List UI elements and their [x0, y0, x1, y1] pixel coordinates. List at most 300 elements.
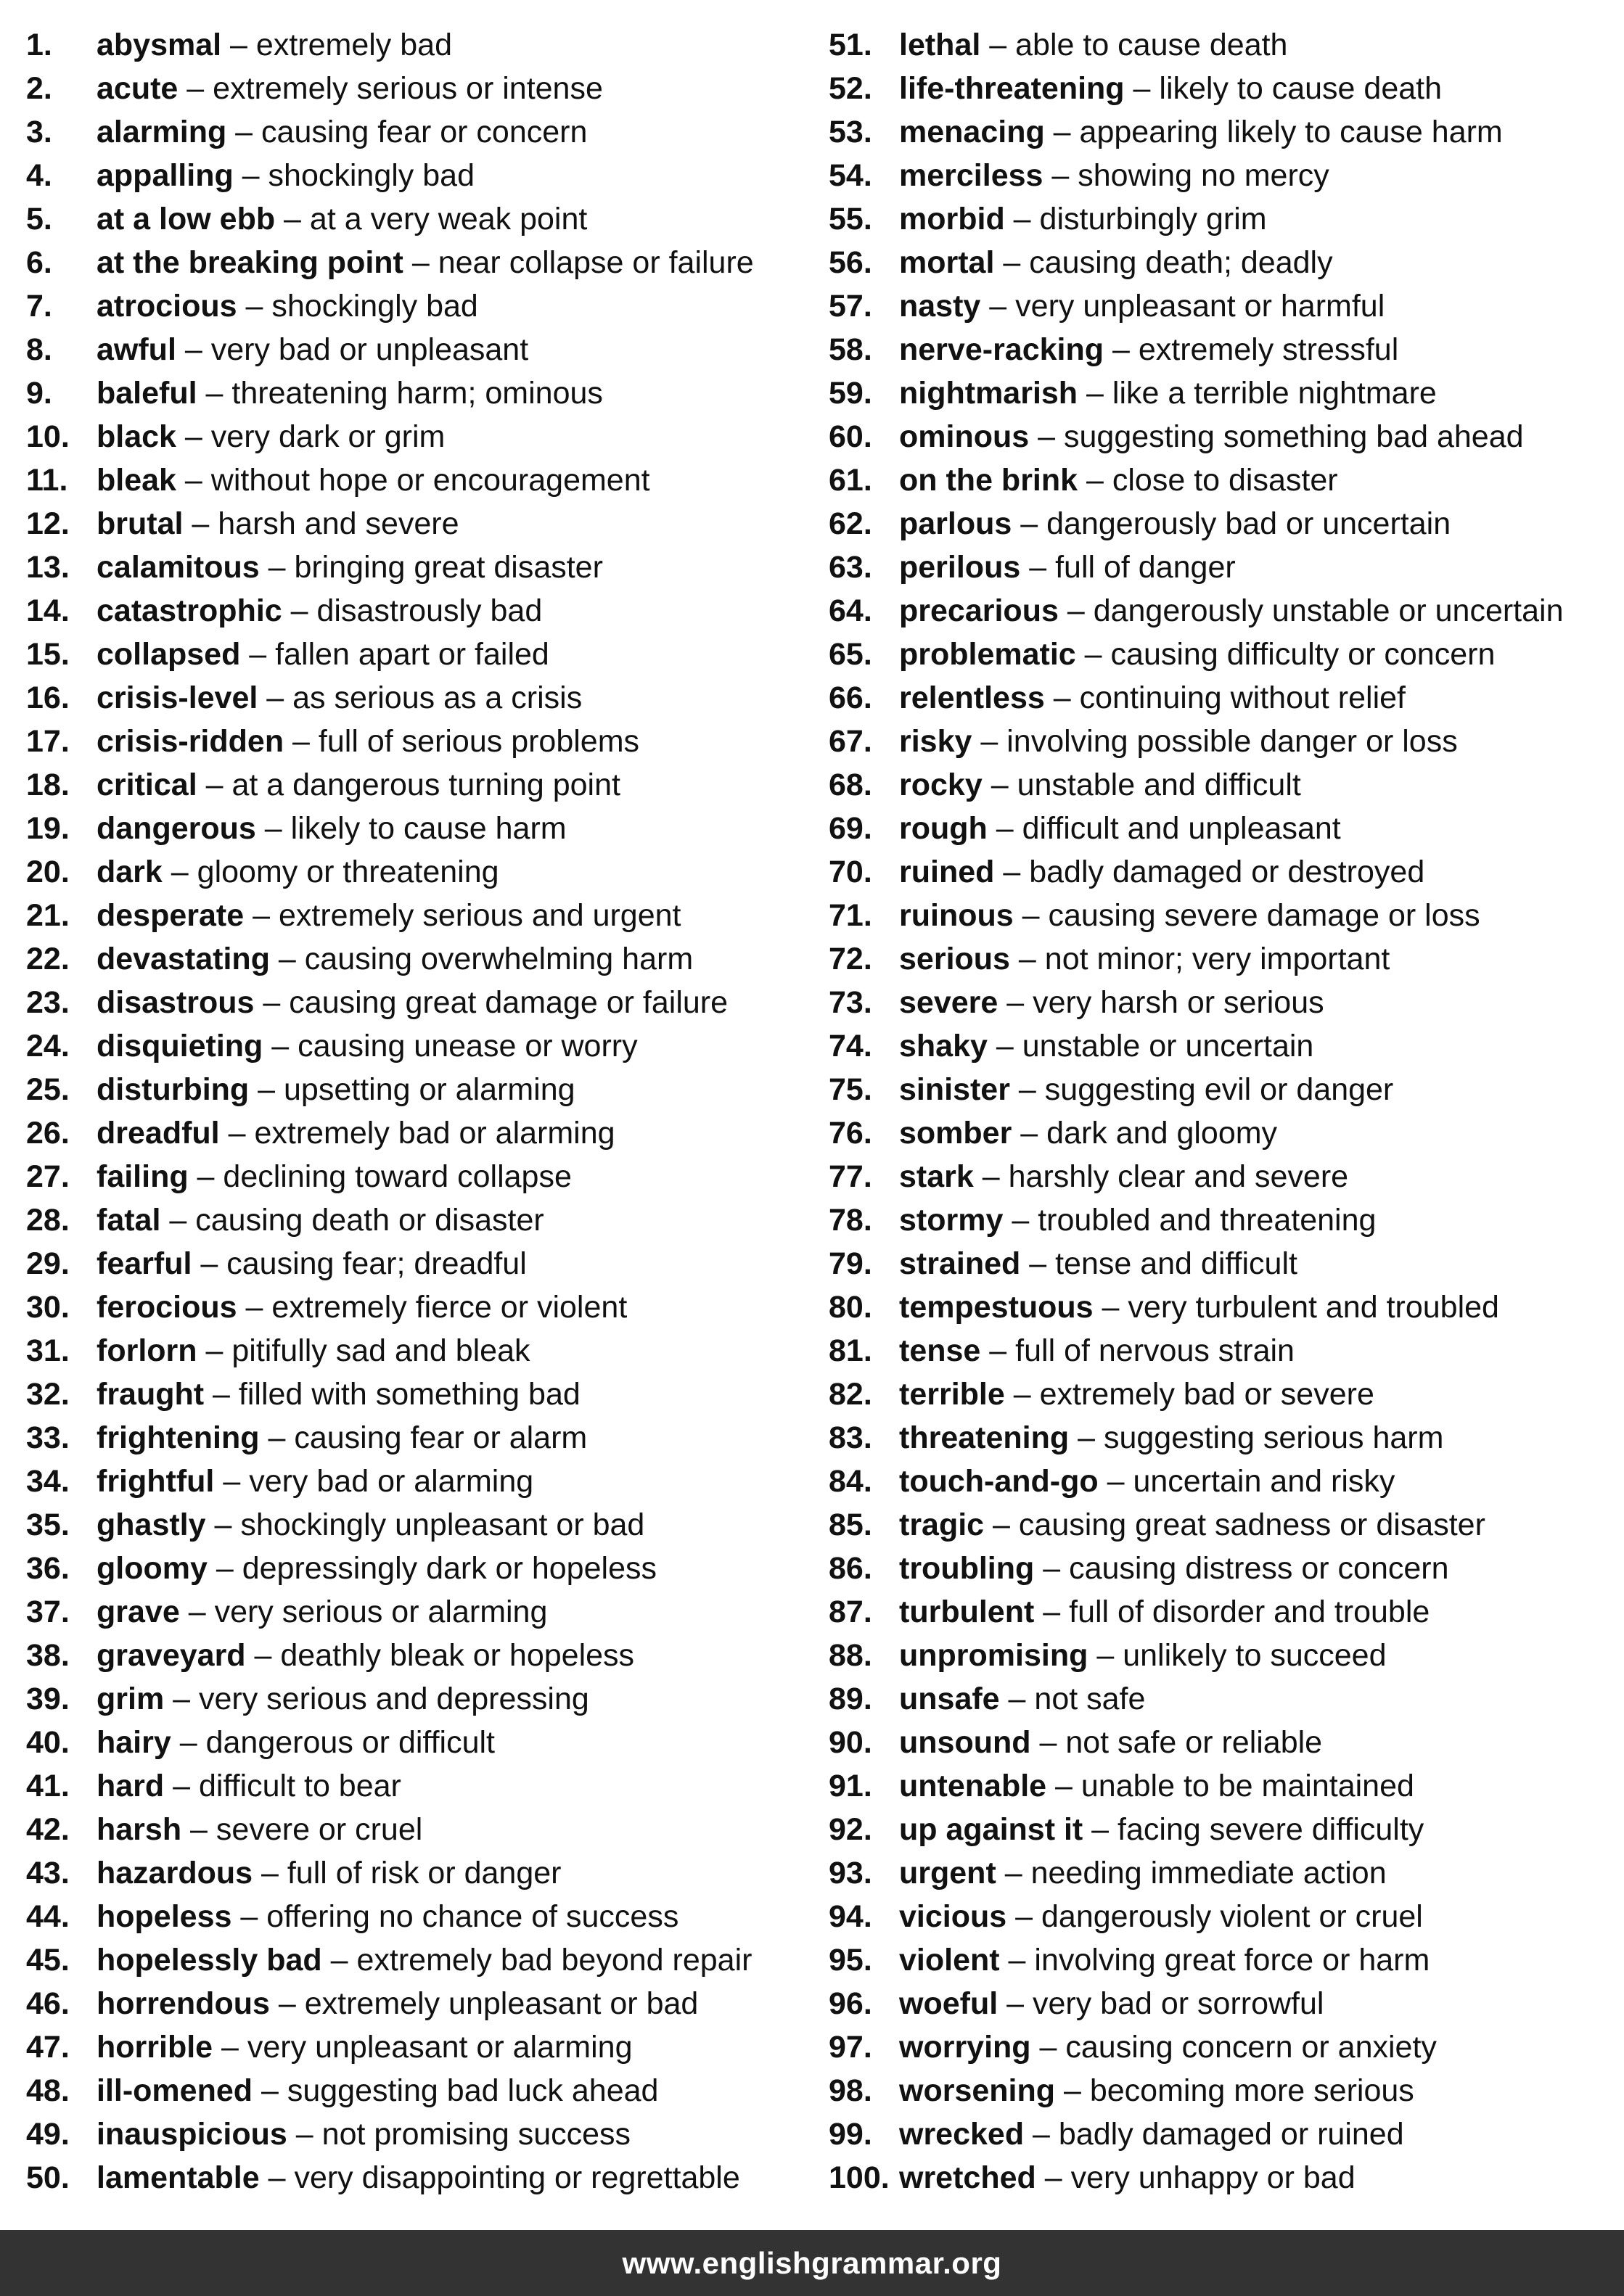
item-definition: causing death or disaster: [195, 1203, 544, 1238]
item-separator: –: [1078, 376, 1112, 411]
item-word: vicious: [899, 1899, 1007, 1934]
item-word: grim: [97, 1682, 165, 1716]
item-word: black: [97, 419, 176, 454]
list-item: [829, 1851, 1612, 1895]
item-number: 15.: [26, 637, 70, 672]
item-number: 35.: [26, 1507, 70, 1542]
item-word: troubling: [899, 1551, 1035, 1586]
item-separator: –: [1030, 2030, 1066, 2065]
item-word: awful: [97, 332, 176, 367]
item-word: strained: [899, 1246, 1021, 1281]
list-item: [26, 67, 795, 110]
item-word: horrible: [97, 2030, 213, 2065]
item-separator: –: [219, 1116, 255, 1151]
item-separator: –: [1034, 1551, 1070, 1586]
list-item: [26, 1677, 795, 1721]
list-item: [829, 415, 1612, 458]
item-number: 30.: [26, 1290, 70, 1325]
item-number: 85.: [829, 1507, 872, 1542]
item-separator: –: [164, 1682, 199, 1716]
item-number: 95.: [829, 1943, 872, 1978]
item-definition: unstable and difficult: [1017, 768, 1301, 802]
item-definition: causing distress or concern: [1069, 1551, 1449, 1586]
word-list-right-column: [829, 23, 1612, 2200]
item-separator: –: [183, 506, 218, 541]
item-word: precarious: [899, 593, 1059, 628]
item-separator: –: [1020, 550, 1056, 585]
item-number: 76.: [829, 1116, 872, 1151]
item-word: inauspicious: [97, 2117, 287, 2152]
list-item: [26, 1242, 795, 1285]
item-separator: –: [1020, 1246, 1056, 1281]
item-word: relentless: [899, 680, 1045, 715]
item-word: disquieting: [97, 1029, 263, 1063]
item-definition: showing no mercy: [1078, 158, 1329, 193]
item-word: somber: [899, 1116, 1012, 1151]
item-word: crisis-level: [97, 680, 258, 715]
item-separator: –: [321, 1943, 357, 1978]
list-item: [26, 807, 795, 850]
item-separator: –: [255, 811, 291, 846]
item-separator: –: [982, 768, 1017, 802]
item-word: ferocious: [97, 1290, 237, 1325]
item-definition: causing death; deadly: [1029, 245, 1333, 280]
item-definition: deathly bleak or hopeless: [280, 1638, 635, 1673]
item-definition: very bad or sorrowful: [1032, 1986, 1324, 2021]
item-word: abysmal: [97, 28, 222, 62]
item-number: 28.: [26, 1203, 70, 1238]
item-word: gloomy: [97, 1551, 208, 1586]
item-number: 73.: [829, 985, 872, 1020]
item-definition: causing great sadness or disaster: [1018, 1507, 1485, 1542]
item-separator: –: [259, 1420, 295, 1455]
item-separator: –: [1104, 332, 1139, 367]
list-item: [26, 328, 795, 371]
item-definition: extremely bad: [255, 28, 452, 62]
item-number: 77.: [829, 1159, 872, 1194]
item-definition: as serious as a crisis: [292, 680, 583, 715]
item-definition: able to cause death: [1015, 28, 1288, 62]
list-item: [829, 284, 1612, 328]
item-separator: –: [240, 637, 276, 672]
item-separator: –: [197, 1333, 232, 1368]
item-number: 18.: [26, 768, 70, 802]
list-item: [829, 894, 1612, 937]
item-separator: –: [263, 1029, 298, 1063]
item-definition: very serious and depressing: [199, 1682, 589, 1716]
item-word: critical: [97, 768, 197, 802]
item-separator: –: [254, 985, 290, 1020]
item-definition: extremely fierce or violent: [271, 1290, 628, 1325]
item-separator: –: [1078, 463, 1112, 498]
item-separator: –: [1055, 2073, 1090, 2108]
item-number: 79.: [829, 1246, 872, 1281]
item-number: 57.: [829, 289, 872, 324]
list-item: [829, 1590, 1612, 1634]
item-definition: causing fear; dreadful: [226, 1246, 527, 1281]
item-separator: –: [188, 1159, 223, 1194]
item-number: 88.: [829, 1638, 872, 1673]
item-separator: –: [269, 1986, 305, 2021]
list-item: [26, 1416, 795, 1460]
item-number: 96.: [829, 1986, 872, 2021]
item-definition: severe or cruel: [216, 1812, 423, 1847]
item-number: 8.: [26, 332, 52, 367]
item-number: 68.: [829, 768, 872, 802]
list-item: [26, 1982, 795, 2025]
list-item: [26, 1503, 795, 1547]
item-definition: upsetting or alarming: [284, 1072, 575, 1107]
item-word: stark: [899, 1159, 974, 1194]
list-item: [26, 1068, 795, 1111]
list-item: [829, 981, 1612, 1024]
list-item: [26, 589, 795, 633]
item-word: forlorn: [97, 1333, 197, 1368]
item-separator: –: [1124, 71, 1160, 106]
item-definition: facing severe difficulty: [1117, 1812, 1424, 1847]
item-definition: becoming more serious: [1089, 2073, 1414, 2108]
item-separator: –: [999, 1682, 1035, 1716]
item-word: unsafe: [899, 1682, 1000, 1716]
item-separator: –: [176, 332, 211, 367]
list-item: [829, 589, 1612, 633]
list-item: [829, 633, 1612, 676]
item-separator: –: [1044, 680, 1080, 715]
item-number: 9.: [26, 376, 52, 411]
item-word: terrible: [899, 1377, 1005, 1412]
list-item: [829, 850, 1612, 894]
item-separator: –: [1029, 419, 1064, 454]
item-word: unpromising: [899, 1638, 1088, 1673]
item-word: rocky: [899, 768, 983, 802]
item-separator: –: [987, 1029, 1022, 1063]
item-number: 31.: [26, 1333, 70, 1368]
item-word: risky: [899, 724, 972, 759]
item-definition: causing difficulty or concern: [1110, 637, 1496, 672]
item-definition: offering no chance of success: [266, 1899, 679, 1934]
item-word: crisis-ridden: [97, 724, 284, 759]
list-item: [26, 502, 795, 546]
item-word: catastrophic: [97, 593, 282, 628]
item-separator: –: [259, 2160, 295, 2195]
item-definition: suggesting serious harm: [1103, 1420, 1444, 1455]
item-separator: –: [999, 1943, 1035, 1978]
item-number: 4.: [26, 158, 52, 193]
item-number: 25.: [26, 1072, 70, 1107]
item-number: 17.: [26, 724, 70, 759]
item-word: mortal: [899, 245, 995, 280]
list-item: [26, 763, 795, 807]
item-word: worrying: [899, 2030, 1031, 2065]
item-word: merciless: [899, 158, 1043, 193]
item-separator: –: [197, 376, 232, 411]
item-number: 69.: [829, 811, 872, 846]
item-number: 100.: [829, 2160, 890, 2195]
item-definition: causing concern or anxiety: [1065, 2030, 1437, 2065]
item-separator: –: [233, 158, 268, 193]
item-separator: –: [231, 1899, 267, 1934]
item-definition: harshly clear and severe: [1008, 1159, 1349, 1194]
item-separator: –: [987, 811, 1022, 846]
item-separator: –: [1093, 1290, 1128, 1325]
item-number: 12.: [26, 506, 70, 541]
item-word: disturbing: [97, 1072, 250, 1107]
item-number: 66.: [829, 680, 872, 715]
item-number: 5.: [26, 202, 52, 236]
list-item: [26, 23, 795, 67]
item-definition: near collapse or failure: [438, 245, 754, 280]
item-number: 47.: [26, 2030, 70, 2065]
item-separator: –: [160, 1203, 196, 1238]
item-number: 48.: [26, 2073, 70, 2108]
list-item: [829, 197, 1612, 241]
item-separator: –: [1004, 202, 1040, 236]
list-item: [829, 1285, 1612, 1329]
item-separator: –: [972, 724, 1007, 759]
item-definition: harsh and severe: [218, 506, 459, 541]
item-separator: –: [998, 985, 1033, 1020]
item-number: 24.: [26, 1029, 70, 1063]
item-number: 70.: [829, 855, 872, 889]
item-number: 90.: [829, 1725, 872, 1760]
list-item: [26, 2156, 795, 2200]
item-separator: –: [996, 1856, 1031, 1890]
item-word: desperate: [97, 898, 245, 933]
item-separator: –: [253, 2073, 287, 2108]
list-item: [829, 110, 1612, 154]
item-word: devastating: [97, 942, 270, 976]
list-item: [829, 2112, 1612, 2156]
item-number: 26.: [26, 1116, 70, 1151]
item-separator: –: [176, 463, 211, 498]
item-word: collapsed: [97, 637, 241, 672]
item-definition: involving possible danger or loss: [1006, 724, 1458, 759]
item-separator: –: [244, 898, 279, 933]
item-definition: dangerously bad or uncertain: [1046, 506, 1451, 541]
item-definition: difficult and unpleasant: [1022, 811, 1341, 846]
item-word: stormy: [899, 1203, 1004, 1238]
item-definition: dangerously violent or cruel: [1041, 1899, 1423, 1934]
item-separator: –: [1003, 1203, 1038, 1238]
item-word: fearful: [97, 1246, 192, 1281]
item-word: severe: [899, 985, 998, 1020]
item-word: hopeless: [97, 1899, 232, 1934]
item-definition: unstable or uncertain: [1022, 1029, 1314, 1063]
item-definition: shockingly unpleasant or bad: [240, 1507, 645, 1542]
item-separator: –: [1058, 593, 1094, 628]
list-item: [829, 1155, 1612, 1198]
item-word: hopelessly bad: [97, 1943, 322, 1978]
list-item: [829, 1764, 1612, 1808]
item-number: 29.: [26, 1246, 70, 1281]
item-number: 92.: [829, 1812, 872, 1847]
item-number: 86.: [829, 1551, 872, 1586]
item-word: shaky: [899, 1029, 988, 1063]
item-number: 45.: [26, 1943, 70, 1978]
item-separator: –: [1046, 1769, 1081, 1803]
list-item: [829, 2069, 1612, 2112]
list-item: [26, 894, 795, 937]
item-word: dangerous: [97, 811, 256, 846]
item-number: 58.: [829, 332, 872, 367]
item-word: menacing: [899, 115, 1045, 149]
list-item: [829, 1808, 1612, 1851]
word-list-left-column: [26, 23, 795, 2200]
item-definition: causing unease or worry: [298, 1029, 638, 1063]
list-item: [829, 2156, 1612, 2200]
list-item: [26, 284, 795, 328]
item-separator: –: [178, 71, 213, 106]
item-separator: –: [1088, 1638, 1123, 1673]
item-number: 83.: [829, 1420, 872, 1455]
item-definition: needing immediate action: [1030, 1856, 1387, 1890]
list-item: [829, 763, 1612, 807]
item-separator: –: [207, 1551, 242, 1586]
item-definition: depressingly dark or hopeless: [242, 1551, 657, 1586]
item-separator: –: [221, 28, 256, 62]
item-word: dreadful: [97, 1116, 220, 1151]
item-separator: –: [998, 1986, 1033, 2021]
list-item: [26, 1285, 795, 1329]
item-separator: –: [162, 855, 197, 889]
list-item: [829, 1198, 1612, 1242]
item-word: perilous: [899, 550, 1021, 585]
item-word: alarming: [97, 115, 227, 149]
list-item: [26, 415, 795, 458]
item-definition: dangerously unstable or uncertain: [1093, 593, 1564, 628]
list-item: [829, 67, 1612, 110]
list-item: [829, 720, 1612, 763]
list-item: [26, 1721, 795, 1764]
item-separator: –: [284, 724, 319, 759]
item-definition: fallen apart or failed: [275, 637, 549, 672]
item-word: tense: [899, 1333, 981, 1368]
item-separator: –: [275, 202, 310, 236]
item-number: 23.: [26, 985, 70, 1020]
item-number: 20.: [26, 855, 70, 889]
item-number: 50.: [26, 2160, 70, 2195]
list-item: [829, 1373, 1612, 1416]
item-number: 97.: [829, 2030, 872, 2065]
list-item: [829, 458, 1612, 502]
item-separator: –: [245, 1638, 281, 1673]
item-separator: –: [258, 680, 293, 715]
item-word: lethal: [899, 28, 981, 62]
item-definition: unlikely to succeed: [1123, 1638, 1387, 1673]
item-definition: extremely bad beyond repair: [356, 1943, 752, 1978]
item-word: ghastly: [97, 1507, 206, 1542]
item-word: brutal: [97, 506, 184, 541]
item-word: at the breaking point: [97, 245, 403, 280]
item-definition: without hope or encouragement: [210, 463, 650, 498]
item-definition: very serious or alarming: [214, 1595, 548, 1629]
item-number: 60.: [829, 419, 872, 454]
item-separator: –: [171, 1725, 206, 1760]
item-separator: –: [980, 289, 1016, 324]
item-word: frightful: [97, 1464, 215, 1499]
item-word: nightmarish: [899, 376, 1078, 411]
item-definition: shockingly bad: [268, 158, 475, 193]
item-separator: –: [287, 2117, 322, 2152]
list-item: [26, 1634, 795, 1677]
item-word: ruined: [899, 855, 995, 889]
item-definition: filled with something bad: [238, 1377, 581, 1412]
list-item: [829, 676, 1612, 720]
list-item: [829, 1503, 1612, 1547]
item-number: 46.: [26, 1986, 70, 2021]
item-word: threatening: [899, 1420, 1070, 1455]
item-separator: –: [1009, 942, 1045, 976]
item-word: tempestuous: [899, 1290, 1094, 1325]
item-word: morbid: [899, 202, 1005, 236]
item-word: ruinous: [899, 898, 1014, 933]
item-definition: very unhappy or bad: [1070, 2160, 1356, 2195]
item-word: nasty: [899, 289, 981, 324]
list-item: [829, 1024, 1612, 1068]
item-word: tragic: [899, 1507, 985, 1542]
item-definition: tense and difficult: [1055, 1246, 1297, 1281]
item-number: 13.: [26, 550, 70, 585]
item-definition: troubled and threatening: [1038, 1203, 1377, 1238]
list-item: [26, 1590, 795, 1634]
item-separator: –: [1024, 2117, 1059, 2152]
footer-bar: [0, 2230, 1624, 2296]
list-item: [829, 1721, 1612, 1764]
item-definition: full of nervous strain: [1015, 1333, 1295, 1368]
item-word: urgent: [899, 1856, 996, 1890]
item-separator: –: [197, 768, 232, 802]
item-definition: not safe or reliable: [1065, 1725, 1323, 1760]
item-definition: disastrously bad: [316, 593, 543, 628]
list-item: [829, 1982, 1612, 2025]
list-item: [26, 1198, 795, 1242]
item-number: 38.: [26, 1638, 70, 1673]
item-definition: very dark or grim: [210, 419, 446, 454]
item-number: 36.: [26, 1551, 70, 1586]
list-item: [26, 2112, 795, 2156]
item-definition: causing fear or alarm: [294, 1420, 588, 1455]
item-definition: suggesting bad luck ahead: [287, 2073, 659, 2108]
item-word: problematic: [899, 637, 1076, 672]
list-item: [829, 1895, 1612, 1938]
item-word: sinister: [899, 1072, 1010, 1107]
item-separator: –: [282, 593, 317, 628]
item-definition: extremely bad or severe: [1039, 1377, 1374, 1412]
item-number: 78.: [829, 1203, 872, 1238]
item-number: 81.: [829, 1333, 872, 1368]
list-item: [26, 1808, 795, 1851]
item-separator: –: [403, 245, 438, 280]
item-number: 41.: [26, 1769, 70, 1803]
item-definition: difficult to bear: [199, 1769, 401, 1803]
item-definition: involving great force or harm: [1034, 1943, 1430, 1978]
item-word: turbulent: [899, 1595, 1035, 1629]
item-definition: full of danger: [1055, 550, 1236, 585]
item-number: 51.: [829, 28, 872, 62]
footer-website-url: www.englishgrammar.org: [622, 2245, 1002, 2280]
item-definition: like a terrible nightmare: [1112, 376, 1437, 411]
item-word: rough: [899, 811, 988, 846]
item-number: 7.: [26, 289, 52, 324]
item-definition: full of serious problems: [318, 724, 640, 759]
list-item: [829, 1329, 1612, 1373]
item-separator: –: [1034, 1595, 1070, 1629]
item-definition: full of disorder and trouble: [1069, 1595, 1430, 1629]
item-word: lamentable: [97, 2160, 260, 2195]
item-number: 61.: [829, 463, 872, 498]
item-word: frightening: [97, 1420, 260, 1455]
item-number: 63.: [829, 550, 872, 585]
